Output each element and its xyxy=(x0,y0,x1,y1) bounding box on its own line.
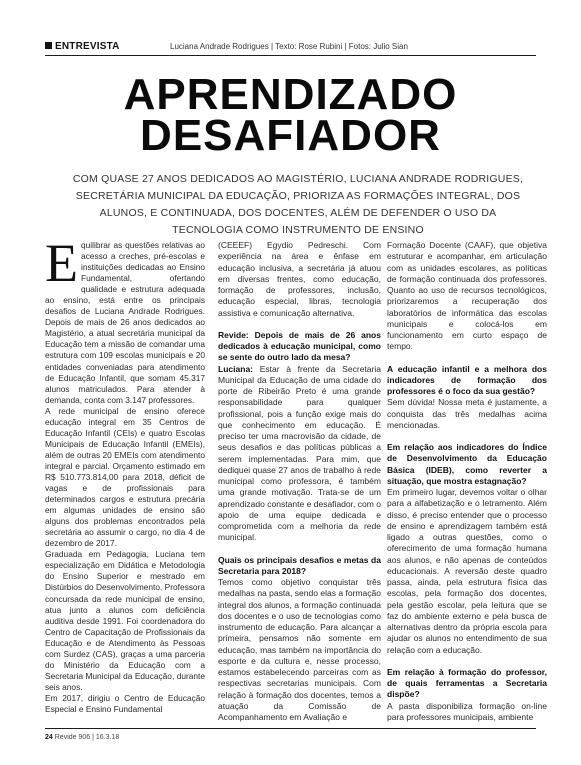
section-text: ENTREVISTA xyxy=(55,41,120,52)
interview-question: Em relação aos indicadores do Índice de Desenvolvimento da Educação Básica (IDEB), como reverter a situação, que mostra estagnação? xyxy=(387,442,547,486)
interview-question: Quais os principais desafios e metas da Secretaria para 2018? xyxy=(218,554,381,576)
top-rule xyxy=(45,55,536,56)
paragraph: Formação Docente (CAAF), que objetiva estruturar e acompanhar, em articulação com as unidades escolares, as políticas de formação continuada dos professores. Quanto ao uso de recursos tecnológicos, priorizaremos a recuperação dos laboratórios de informática das escolas municipais e colocá-los em funcionamento em curto espaço de tempo. xyxy=(387,240,547,352)
text-column-1 xyxy=(45,233,206,715)
title-line-2: DESAFIADOR xyxy=(140,111,441,160)
article-lead: COM QUASE 27 ANOS DEDICADOS AO MAGISTÉRIO, LUCIANA ANDRADE RODRIGUES, SECRETÁRIA MUNICIPAL DA EDUCAÇÃO, PRIORIZA AS FORMAÇÕES INTEGRAL, DOS ALUNOS, E CONTINUADA, DOS DOCENTES, ALÉM DE DEFENDER O USO DA TECNOLOGIA COMO INSTRUMENTO DE ENSINO xyxy=(72,173,524,236)
drop-cap: E xyxy=(45,233,78,293)
page-number: 24 xyxy=(45,734,53,741)
interview-question: Em relação à formação do professor, de quais ferramentas a Secretaria dispõe? xyxy=(387,666,547,700)
paragraph: A rede municipal de ensino oferece educação integral em 35 Centros de Educação Infantil (CEIs) e quatro Escolas Municipais de Educação Infantil (EMEIs), além de outras 20 EMEIs com atendimento integral e parcial. Orçamento estimado em R$ 510.773.814,00 para 2018, déficit de vagas e de profissionais para determinados cargos e estrutura precária em algumas unidades de ensino são alguns dos problemas encontrados pela secretária ao assumir o cargo, no dia 4 de dezembro de 2017. xyxy=(45,405,206,549)
interview-question: Revide: Depois de mais de 26 anos dedicados à educação municipal, como se sente do outro lado da mesa? xyxy=(218,329,381,363)
paragraph: (CEEEF) Egydio Pedreschi. Com experiência na área e ênfase em educação inclusiva, a secretária já atuou em diversas frentes, como educação, formação de professores, inclusão, educação especial, libras, tecnologia assistiva e comunicação alternativa. xyxy=(218,240,381,318)
interview-answer: Sem dúvida! Nossa meta é justamente, a conquista das três medalhas acima mencionadas. xyxy=(387,397,547,430)
article-title xyxy=(0,70,581,160)
text-column-2 xyxy=(218,240,381,723)
interview-answer: Em primeiro lugar, devemos voltar o olhar para a alfabetização e o letramento. Além disso, é preciso entender que o processo de ensino e aprendizagem também está ligado a outras questões, como o oferecimento de uma formação humana aos alunos, e não apenas de conteúdos educacionais. A reversão deste quadro passa, ainda, pela estrutura física das escolas, pela formação dos docentes, pela gestão escolar, pela leitura que se faz do ambiente externo e pela busca de alternativas dentro da própria escola para ajudar os alunos no entendimento de sua relação com a educação. xyxy=(387,487,547,655)
interview-question: A educação infantil e a melhora dos indicadores de formação dos professores é o foco da sua gestão? xyxy=(387,363,547,396)
paragraph: Em 2017, dirigiu o Centro de Educação Especial e Ensino Fundamental xyxy=(45,692,205,714)
speaker-label: Luciana: xyxy=(218,363,254,374)
paragraph: Graduada em Pedagogia, Luciana tem especialização em Didática e Metodologia do Ensino Superior e mestrado em Distúrbios do Desenvolvimento. Professora concursada da rede municipal de ensino, atua junto a alunos com deficiência auditiva desde 1991. Foi coordenadora do Centro de Capacitação de Profissionais da Educação e de Atendimento às Pessoas com Surdez (CAS), graças a uma parceria do Ministério da Educação com a Secretaria Municipal da Educação, durante seis anos. xyxy=(45,549,205,692)
text-column-3 xyxy=(387,240,547,723)
title-line-1: APRENDIZADO xyxy=(123,70,458,119)
interview-answer: A pasta disponibiliza formação on-line para professores municipais, ambiente xyxy=(387,700,547,722)
section-label xyxy=(45,41,120,52)
publication-info: Revide 906 | 16.3.18 xyxy=(54,734,120,741)
square-icon xyxy=(45,42,52,49)
interview-answer: Temos como objetivo conquistar três medalhas na pasta, sendo elas a formação integral dos alunos, a formação continuada dos docentes e o uso de tecnologias como instrumento de educação. Para alcançar a primeira, pensamos não somente em educação, mas também na importância do esporte e da cultura e, nesse processo, estamos estabelecendo parceiras com as respectivas secretarias municipais. Com relação à formação dos docentes, temos a atuação da Comissão de Acompanhamento em Avaliação e xyxy=(218,577,381,722)
opening-paragraph: Equilibrar as questões relativas ao acesso a creches, pré-escolas e instituições dedicadas ao Ensino Fundamental, ofertando qualidade e estrutura adequada ao ensino, está entre os principais desafios de Luciana Andrade Rodrigues. Depois de mais de 26 anos dedicados ao Magistério, a atual secretária municipal da Educação tem a missão de comandar uma estrutura com 109 escolas municipais e 20 entidades conveniadas para atendimento de Educação Infantil, que somam 45.317 alunos matriculados. Para atender à demanda, conta com 3.147 professores. xyxy=(45,233,205,405)
interview-answer: Luciana: Estar à frente da Secretaria Municipal da Educação de uma cidade do porte de Ribeirão Preto é uma grande responsabilidade para qualquer profissional, pois a função exige mais do que conhecimento em educação. É preciso ter uma macrovisão da cidade, de seus desafios e das políticas públicas a serem implementadas. Para mim, que dediquei quase 27 anos de trabalho à rede municipal como professora, é também uma grande motivação. Trata-se de um aprendizado constante e desafiador, com o apoio de uma equipe dedicada e comprometida com a melhoria da rede municipal. xyxy=(218,363,381,543)
byline-credits: Luciana Andrade Rodrigues | Texto: Rose Rubini | Fotos: Julio Sian xyxy=(170,42,408,51)
bottom-rule xyxy=(45,728,536,729)
page-footer xyxy=(45,734,119,741)
